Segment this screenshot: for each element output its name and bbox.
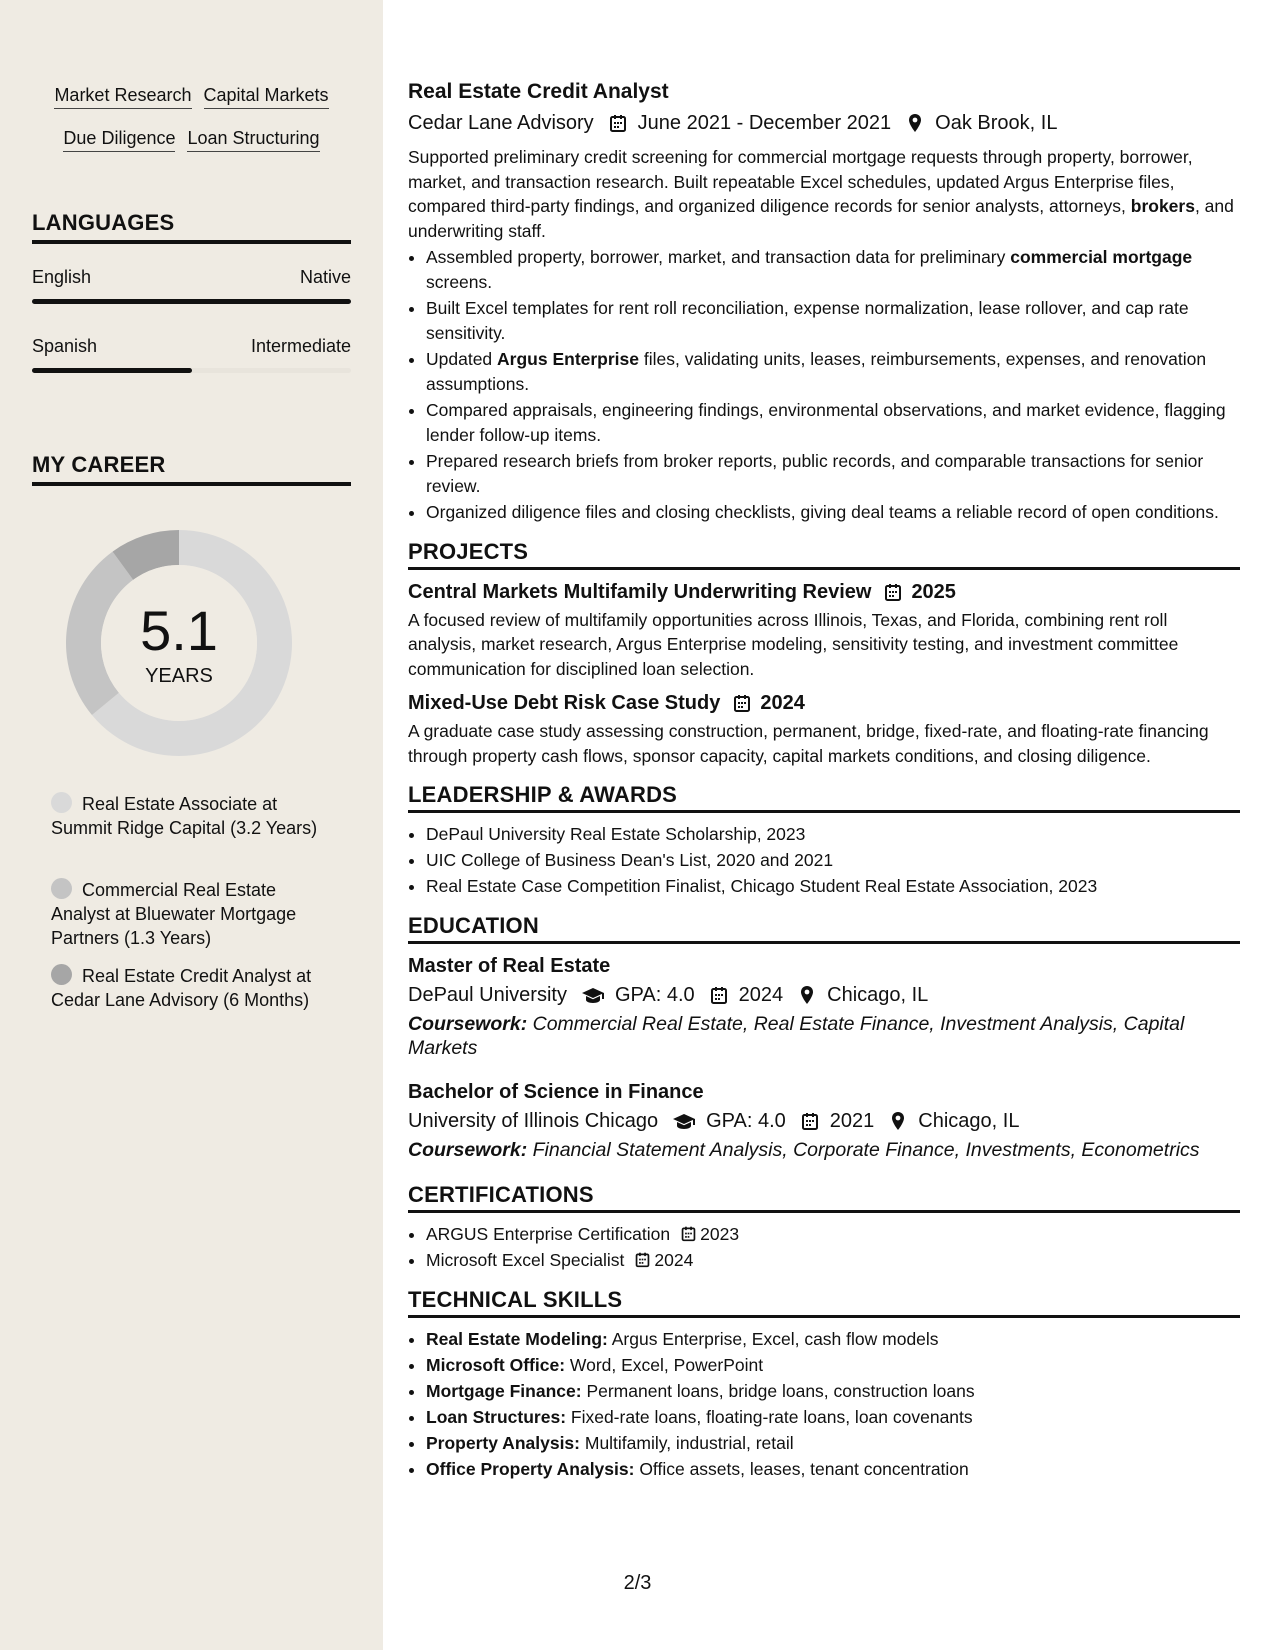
career-legend-text: Real Estate Credit Analyst at Cedar Lane Advisory (6 Months) [51,966,312,1010]
career-total-unit: YEARS [145,665,213,687]
degree-title: Master of Real Estate [408,955,611,977]
job-summary: Supported preliminary credit screening for commercial mortgage requests through property, borrower, market, and transaction research. Built repeatable Excel schedules, updated Argus Enterprise files, compared third-party findings, and organized diligence records for senior analysts, attorneys, brokers, and underwriting staff. [408,147,1234,241]
job-location: Oak Brook, IL [935,112,1058,134]
graduation-year: 2024 [738,984,784,1006]
list-item: • Prepared research briefs from broker reports, public records, and comparable transactions for senior review. [426,449,1240,498]
list-item: • Real Estate Modeling: Argus Enterprise, Excel, cash flow models [426,1326,1240,1352]
language-name: Spanish [32,336,98,356]
skill-tag: Loan Structuring [187,127,319,152]
main-content [408,78,1240,1482]
page-number: 2/3 [623,1572,652,1594]
degree-title: Bachelor of Science in Finance [408,1081,704,1103]
language-level: Native [299,267,351,287]
list-item: • Loan Structures: Fixed-rate loans, floating-rate loans, loan covenants [426,1404,1240,1430]
location-pin-icon [797,985,817,1005]
project-title: Mixed-Use Debt Risk Case Study 2024 [408,689,1240,717]
coursework: Coursework: Financial Statement Analysis, Corporate Finance, Investments, Econometrics [408,1139,1200,1161]
language-bar [32,368,351,373]
list-item: • DePaul University Real Estate Scholarship, 2023 [426,821,1240,847]
awards-heading: LEADERSHIP & AWARDS [408,782,1240,813]
language-level: Intermediate [250,336,351,356]
legend-dot [51,878,72,899]
list-item: • Property Analysis: Multifamily, industrial, retail [426,1430,1240,1456]
location-pin-icon [905,113,925,133]
languages-heading: LANGUAGES [32,210,351,244]
skill-tag: Market Research [54,84,191,109]
graduation-year: 2021 [829,1110,875,1132]
job-title: Real Estate Credit Analyst [408,80,669,103]
career-donut-chart [66,530,292,756]
certifications-heading: CERTIFICATIONS [408,1182,1240,1213]
project-year: 2025 [911,580,956,603]
school-name: University of Illinois Chicago [408,1110,659,1132]
projects-heading: PROJECTS [408,539,1240,570]
language-bar-fill [32,368,192,373]
list-item: • Mortgage Finance: Permanent loans, bridge loans, construction loans [426,1378,1240,1404]
gpa: GPA: 4.0 [614,984,695,1006]
company-name: Cedar Lane Advisory [408,112,594,134]
skills-list [408,1326,1240,1482]
calendar-icon [800,1111,820,1131]
job-dates: June 2021 - December 2021 [637,112,892,134]
list-item: • Organized diligence files and closing checklists, giving deal teams a reliable record of open conditions. [426,500,1240,525]
career-heading: MY CAREER [32,452,351,486]
job-bullets [408,245,1240,525]
career-legend-text: Real Estate Associate at Summit Ridge Capital (3.2 Years) [51,794,318,838]
skill-tag: Due Diligence [63,127,175,152]
school-location: Chicago, IL [827,984,929,1006]
calendar-icon [732,693,752,713]
language-row [32,336,351,357]
list-item: • Built Excel templates for rent roll reconciliation, expense normalization, lease rollover, and cap rate sensitivity. [426,296,1240,345]
list-item: • Real Estate Case Competition Finalist, Chicago Student Real Estate Association, 2023 [426,873,1240,899]
list-item: • ARGUS Enterprise Certification 2023 [426,1221,1240,1247]
language-bar [32,299,351,304]
skill-tag: Capital Markets [204,84,329,109]
career-total-years: 5.1 [140,599,218,662]
calendar-icon [709,985,729,1005]
career-legend-text: Commercial Real Estate Analyst at Bluewater Mortgage Partners (1.3 Years) [51,880,297,948]
project-title: Central Markets Multifamily Underwriting Review 2025 [408,578,1240,606]
coursework: Coursework: Commercial Real Estate, Real Estate Finance, Investment Analysis, Capital Markets [408,1013,1185,1059]
list-item: • UIC College of Business Dean's List, 2020 and 2021 [426,847,1240,873]
job-meta [408,109,1240,137]
calendar-icon [634,1251,651,1268]
legend-dot [51,792,72,813]
graduation-cap-icon [672,1111,696,1131]
sidebar [0,0,383,1650]
location-pin-icon [888,1111,908,1131]
school-location: Chicago, IL [918,1110,1020,1132]
project-year: 2024 [760,692,805,714]
gpa: GPA: 4.0 [706,1110,786,1132]
legend-dot [51,964,72,985]
calendar-icon [883,582,903,602]
list-item: • Microsoft Office: Word, Excel, PowerPoint [426,1352,1240,1378]
education-heading: EDUCATION [408,913,1240,944]
calendar-icon [608,113,628,133]
school-name: DePaul University [408,984,567,1006]
education-meta [408,1107,1240,1135]
list-item: • Updated Argus Enterprise files, validating units, leases, reimbursements, expenses, and renovation assumptions. [426,347,1240,396]
calendar-icon [680,1225,697,1242]
list-item: • Office Property Analysis: Office assets, leases, tenant concentration [426,1456,1240,1482]
career-legend-item [51,964,331,1012]
list-item: • Assembled property, borrower, market, and transaction data for preliminary commercial mortgage screens. [426,245,1240,294]
language-bar-fill [32,299,351,304]
project-description: A graduate case study assessing construction, permanent, bridge, fixed-rate, and floating-rate financing through property cash flows, sponsor capacity, capital markets conditions, and closing diligence. [408,721,1209,766]
career-legend-item [51,878,331,950]
project-description: A focused review of multifamily opportunities across Illinois, Texas, and Florida, combining rent roll analysis, market research, Argus Enterprise modeling, sensitivity testing, and investment committee communication for disciplined loan selection. [408,609,1179,679]
awards-list [408,821,1240,899]
language-name: English [32,267,92,287]
skill-tags [30,84,353,170]
language-row [32,267,351,288]
list-item: • Compared appraisals, engineering findings, environmental observations, and market evidence, flagging lender follow-up items. [426,398,1240,447]
certifications-list [408,1221,1240,1273]
graduation-cap-icon [581,985,605,1005]
list-item: • Microsoft Excel Specialist 2024 [426,1247,1240,1273]
education-meta [408,981,1240,1009]
career-legend-item [51,792,331,840]
technical-skills-heading: TECHNICAL SKILLS [408,1287,1240,1318]
